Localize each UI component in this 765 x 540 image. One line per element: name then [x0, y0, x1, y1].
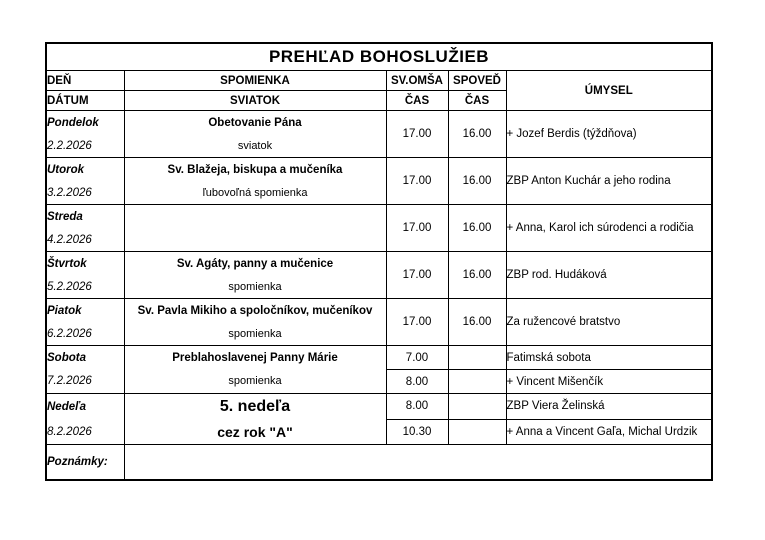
row-confession-time-2 — [448, 370, 506, 394]
row-day: Utorok — [46, 158, 124, 182]
row-confession-time-2 — [448, 419, 506, 445]
row-intention-2: + Vincent Mišenčík — [506, 370, 712, 394]
row-day: Pondelok — [46, 111, 124, 135]
row-mass-time: 17.00 — [386, 252, 448, 299]
row-date: 3.2.2026 — [46, 181, 124, 205]
row-feast-sub: spomienka — [124, 322, 386, 346]
row-confession-time — [448, 346, 506, 370]
row-intention: + Anna, Karol ich súrodenci a rodičia — [506, 205, 712, 252]
header-umysel: ÚMYSEL — [506, 71, 712, 111]
row-feast: Sv. Pavla Mikiho a spoločníkov, mučeníkov — [124, 299, 386, 323]
row-day: Štvrtok — [46, 252, 124, 276]
row-date: 5.2.2026 — [46, 275, 124, 299]
row-feast: Obetovanie Pána — [124, 111, 386, 135]
table-row — [46, 346, 712, 370]
row-intention: + Jozef Berdis (týždňova) — [506, 111, 712, 158]
row-feast-sub — [124, 228, 386, 252]
row-mass-time: 17.00 — [386, 111, 448, 158]
row-confession-time — [448, 394, 506, 420]
row-date: 8.2.2026 — [46, 419, 124, 445]
notes-row — [46, 445, 712, 481]
row-mass-time: 17.00 — [386, 158, 448, 205]
table-row — [46, 299, 712, 323]
notes-label: Poznámky: — [46, 445, 124, 481]
row-confession-time: 16.00 — [448, 252, 506, 299]
row-day: Sobota — [46, 346, 124, 370]
header-sviatok: SVIATOK — [124, 91, 386, 111]
header-spoved: SPOVEĎ — [448, 71, 506, 91]
row-mass-time: 7.00 — [386, 346, 448, 370]
row-mass-time: 17.00 — [386, 205, 448, 252]
row-feast-sub: spomienka — [124, 370, 386, 394]
row-feast — [124, 205, 386, 229]
header-sv-omsa: SV.OMŠA — [386, 71, 448, 91]
row-feast-sub: spomienka — [124, 275, 386, 299]
row-intention: Za ružencové bratstvo — [506, 299, 712, 346]
row-day: Streda — [46, 205, 124, 229]
table-row — [46, 252, 712, 276]
row-day: Nedeľa — [46, 394, 124, 420]
row-mass-time-2: 10.30 — [386, 419, 448, 445]
row-confession-time: 16.00 — [448, 111, 506, 158]
row-confession-time: 16.00 — [448, 299, 506, 346]
row-date: 7.2.2026 — [46, 370, 124, 394]
page-title: PREHĽAD BOHOSLUŽIEB — [46, 43, 712, 71]
header-den: DEŇ — [46, 71, 124, 91]
notes-value — [124, 445, 712, 481]
row-date: 4.2.2026 — [46, 228, 124, 252]
header-cas-omsa: ČAS — [386, 91, 448, 111]
row-intention-2: + Anna a Vincent Gaľa, Michal Urdzik — [506, 419, 712, 445]
table-row — [46, 111, 712, 135]
schedule-sheet — [45, 42, 711, 481]
row-confession-time: 16.00 — [448, 205, 506, 252]
table-row — [46, 205, 712, 229]
row-feast: 5. nedeľa — [124, 394, 386, 420]
table-row — [46, 158, 712, 182]
row-feast: Preblahoslavenej Panny Márie — [124, 346, 386, 370]
row-feast-sub: cez rok "A" — [124, 419, 386, 445]
table-row — [46, 394, 712, 420]
header-cas-spoved: ČAS — [448, 91, 506, 111]
header-datum: DÁTUM — [46, 91, 124, 111]
row-date: 2.2.2026 — [46, 134, 124, 158]
row-feast-sub: ľubovoľná spomienka — [124, 181, 386, 205]
row-mass-time-2: 8.00 — [386, 370, 448, 394]
header-spomienka: SPOMIENKA — [124, 71, 386, 91]
row-day: Piatok — [46, 299, 124, 323]
title-row — [46, 43, 712, 71]
table-row-sub — [46, 419, 712, 445]
row-feast: Sv. Agáty, panny a mučenice — [124, 252, 386, 276]
row-intention: Fatimská sobota — [506, 346, 712, 370]
row-mass-time: 17.00 — [386, 299, 448, 346]
row-intention: ZBP Anton Kuchár a jeho rodina — [506, 158, 712, 205]
mass-schedule-table — [45, 42, 713, 481]
row-confession-time: 16.00 — [448, 158, 506, 205]
row-intention: ZBP rod. Hudáková — [506, 252, 712, 299]
row-mass-time: 8.00 — [386, 394, 448, 420]
row-feast: Sv. Blažeja, biskupa a mučeníka — [124, 158, 386, 182]
row-feast-sub: sviatok — [124, 134, 386, 158]
row-intention: ZBP Viera Želinská — [506, 394, 712, 420]
table-row-sub — [46, 370, 712, 394]
header-row-1 — [46, 71, 712, 91]
row-date: 6.2.2026 — [46, 322, 124, 346]
